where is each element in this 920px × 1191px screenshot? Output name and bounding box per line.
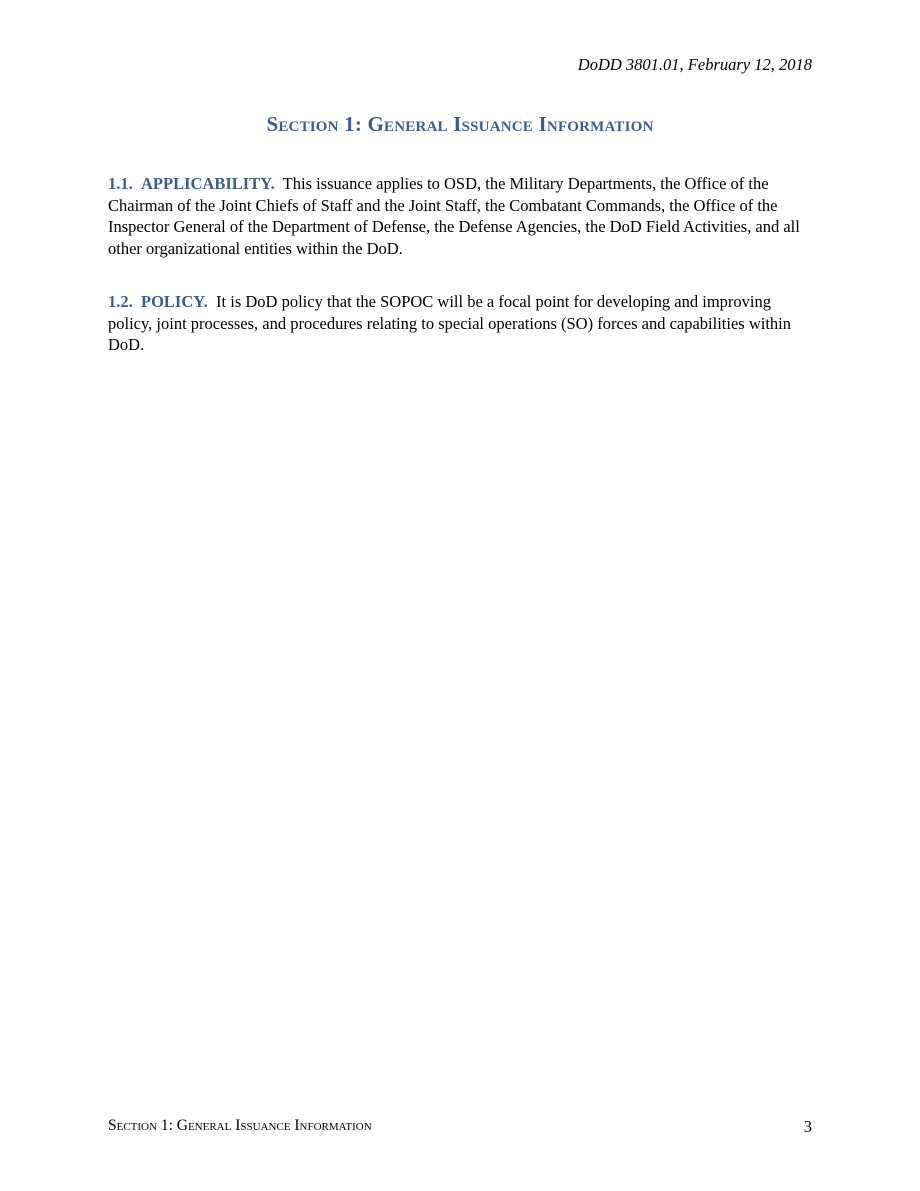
paragraph-heading: POLICY. [141,292,208,311]
paragraph-policy [108,291,816,356]
footer-section-title: Section 1: General Issuance Information [108,1117,372,1134]
paragraph-heading: APPLICABILITY. [141,174,275,193]
running-head: DoDD 3801.01, February 12, 2018 [577,55,812,74]
page-number: 3 [803,1117,812,1136]
paragraph-applicability [108,173,816,259]
paragraph-number: 1.2. [108,292,133,311]
paragraph-text: It is DoD policy that the SOPOC will be a focal point for developing and improving policy, joint processes, and procedures relating to special operations (SO) forces and capabilities within DoD. [108,292,792,354]
section-title: Section 1: General Issuance Information [266,112,654,136]
paragraph-text: This issuance applies to OSD, the Military Departments, the Office of the Chairman of the Joint Chiefs of Staff and the Joint Staff, the Combatant Commands, the Office of the Inspector General of the Department of Defense, the Defense Agencies, the DoD Field Activities, and all other organizational entities within the DoD. [108,174,800,258]
paragraph-number: 1.1. [108,174,133,193]
